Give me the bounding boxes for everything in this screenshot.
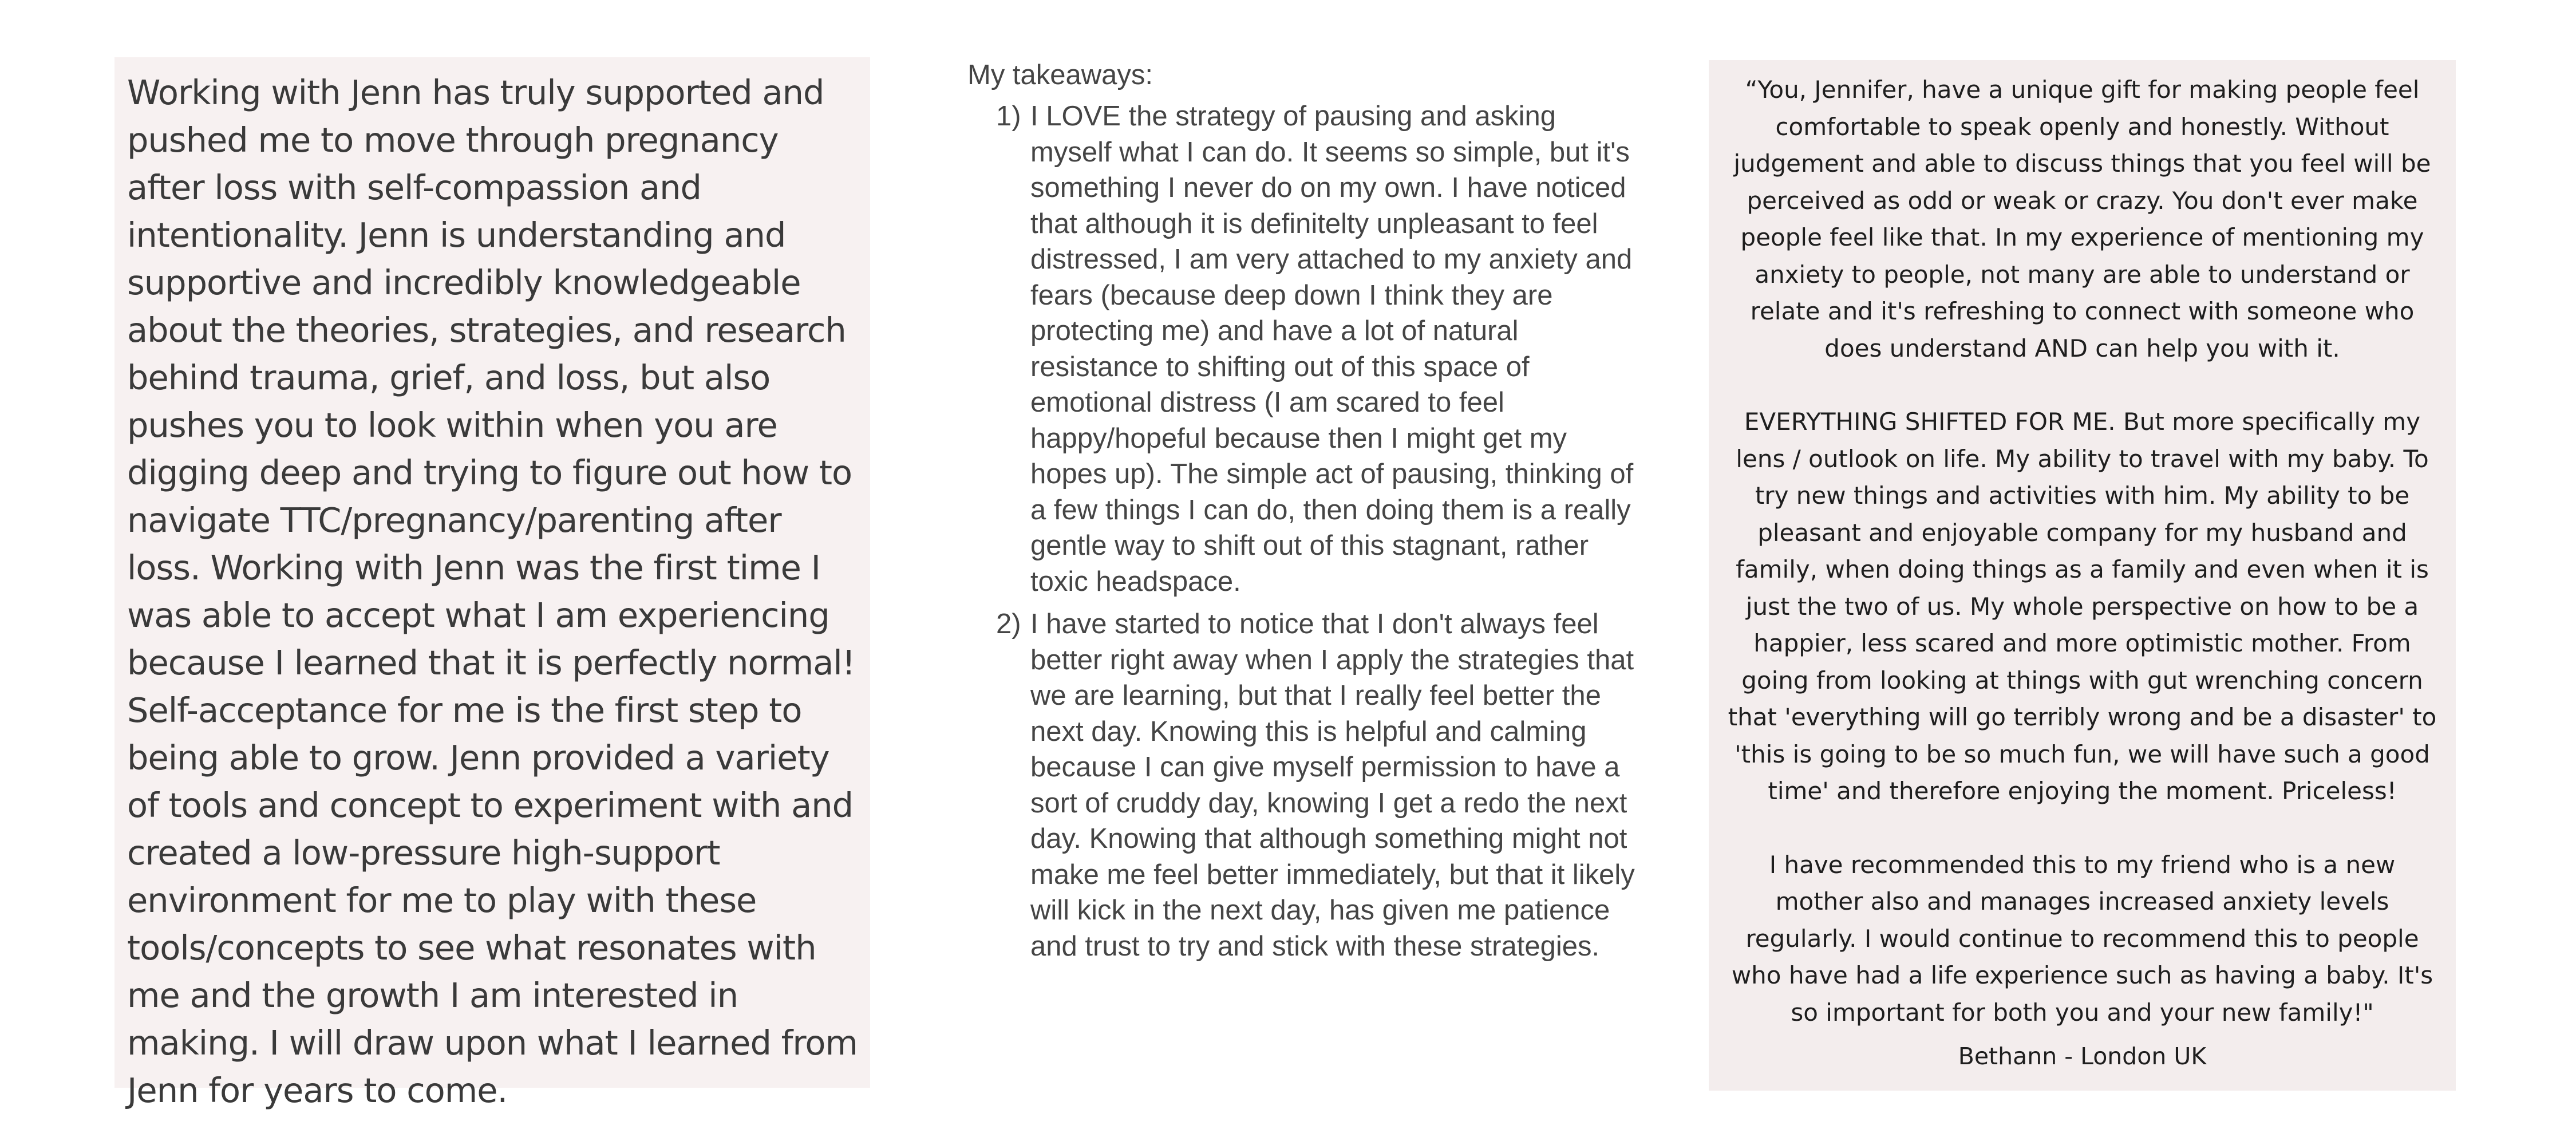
takeaways-heading: My takeaways: [967, 60, 1153, 90]
testimonial-card-right [1709, 60, 2456, 1091]
list-item [967, 98, 1643, 599]
testimonial-paragraph: EVERYTHING SHIFTED FOR ME. But more specifically my lens / outlook on life. My ability to travel with my baby. To try new things and activities with him. My ability to be pleasant and enjoyable company for my husband and family, when doing things as a family and even when it is just the two of us. My whole perspective on how to be a happier, less scared and more optimistic mother. From going from looking at things with gut wrenching concern that 'everything will go terribly wrong and be a disaster' to 'this is going to be so much fun, we will have such a good time' and therefore enjoying the moment. Priceless! [1728, 408, 2437, 805]
list-item-text: I have started to notice that I don't always feel better right away when I apply the strategies that we are learning, but that I really feel better the next day. Knowing this is helpful and calming because I can give myself permission to have a sort of cruddy day, knowing I get a redo the next day. Knowing that although something might not make me feel better immediately, but that it likely will kick in the next day, has given me patience and trust to try and stick with these strategies. [1030, 609, 1635, 962]
list-number: 2) [996, 609, 1021, 639]
list-item-text: I LOVE the strategy of pausing and asking myself what I can do. It seems so simple, but it's something I never do on my own. I have noticed that although it is definitelty unpleasant to feel distressed, I am very attached to my anxiety and fears (because deep down I think they are protecting me) and have a lot of natural resistance to shifting out of this space of emotional distress (I am scared to feel happy/hopeful because then I might get my hopes up). The simple act of pausing, thinking of a few things I can do, then doing them is a really gentle way to shift out of this stagnant, rather toxic headspace. [1030, 101, 1634, 597]
takeaways-list [967, 98, 1643, 964]
list-item [967, 606, 1643, 964]
list-number: 1) [996, 101, 1021, 132]
testimonial-paragraph: “You, Jennifer, have a unique gift for making people feel comfortable to speak openly and honestly. Without judgement and able to discuss things that you feel will be perceived as odd or weak or crazy. You don't ever make people feel like that. In my experience of mentioning my anxiety to people, not many are able to understand or relate and it's refreshing to connect with someone who does understand AND can help you with it. [1733, 76, 2431, 362]
testimonial-author: Bethann - London UK [1958, 1043, 2207, 1070]
testimonial-card-left [114, 57, 870, 1110]
testimonial-text: Working with Jenn has truly supported and pushed me to move through pregnancy after loss with self-compassion and intentionality. Jenn is understanding and supportive and incredibly knowledgeable about the theories, strategies, and research behind trauma, grief, and loss, but also pushes you to look within when you are digging deep and trying to figure out how to navigate TTC/pregnancy/parenting after loss. Working with Jenn was the first time I was able to accept what I am experiencing because I learned that it is perfectly normal! Self-acceptance for me is the first step to being able to grow. Jenn provided a variety of tools and concept to experiment with and created a low-pressure high-support environment for me to play with these tools/concepts to see what resonates with me and the growth I am interested in making. I will draw upon what I learned from Jenn for years to come. [127, 73, 858, 1110]
testimonial-card-middle [967, 57, 1643, 1093]
testimonial-paragraph: I have recommended this to my friend who is a new mother also and manages increased anxiety levels regularly. I would continue to recommend this to people who have had a life experience such as having a baby. It's so important for both you and your new family!" [1731, 850, 2433, 1026]
